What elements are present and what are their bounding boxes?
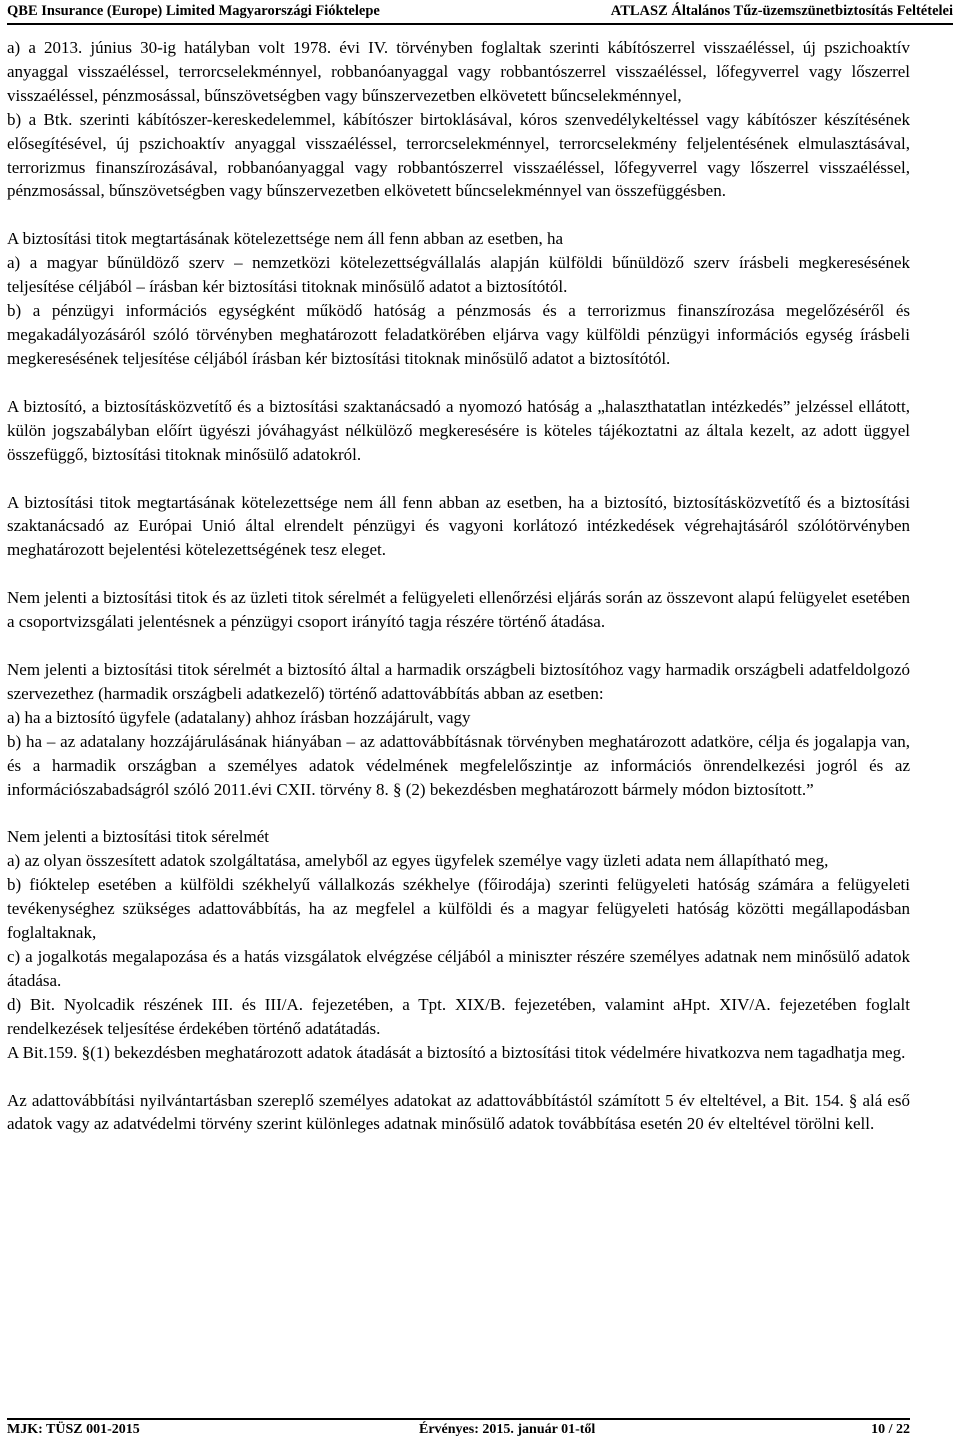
paragraph: Nem jelenti a biztosítási titok sérelmét: [7, 827, 270, 847]
footer-validity: Érvényes: 2015. január 01-től: [419, 1422, 596, 1437]
paragraph: a) a magyar bűnüldöző szerv – nemzetközi kötelezettségvállalás alapján külföldi bűnüldöző szerv írásbeli megkeresésének teljesítése céljából – írásban kér biztosítási titoknak minősülő adatot a biztosítótól.: [7, 253, 910, 297]
header-company: QBE Insurance (Europe) Limited Magyarországi Fióktelepe: [7, 2, 380, 19]
paragraph: b) a pénzügyi információs egységként működő hatóság a pénzmosás és a terrorizmus finanszírozása megelőzéséről és megakadályozásáról szóló törvényben meghatározott feladatkörében eljárva vagy külföldi pénzügyi információs egység írásbeli megkeresésének teljesítése céljából írásban kér biztosítási titoknak minősülő adatot a biztosítótól.: [7, 301, 910, 368]
paragraph: d) Bit. Nyolcadik részének III. és III/A. fejezetében, a Tpt. XIX/B. fejezetében, valamint aHpt. XIV/A. fejezetében foglalt rendelkezések teljesítése érdekében történő adatátadás.: [7, 994, 910, 1038]
header-divider: [7, 23, 953, 25]
footer-document-code: MJK: TÜSZ 001-2015: [7, 1422, 140, 1437]
paragraph: b) fióktelep esetében a külföldi székhelyű vállalkozás székhelye (főirodája) szerinti felügyeleti hatóság számára a felügyeleti tevékenységhez szükséges adattovábbítás, ha az megfelel a külföldi és a magyar felügyeleti hatóság közötti megállapodásban foglaltaknak,: [7, 875, 910, 943]
paragraph: b) ha – az adatalany hozzájárulásának hiányában – az adattovábbításnak törvényben meghatározott adatköre, célja és jogalapja van, és a harmadik országban a személyes adatok védelmének megfelelőszintje az információs önrendelkezési jogról és az információszabadságról szóló 2011.évi CXII. törvény 8. § (2) bekezdésben meghatározott bármely módon biztosított.”: [7, 731, 910, 799]
page-footer: [7, 1422, 910, 1440]
paragraph: A biztosítási titok megtartásának kötelezettsége nem áll fenn abban az esetben, ha: [7, 229, 564, 249]
page-header: [7, 0, 953, 22]
paragraph: A Bit.159. §(1) bekezdésben meghatározott adatok átadását a biztosító a biztosítási titok védelmére hivatkozva nem tagadhatja meg.: [7, 1042, 906, 1062]
paragraph: a) a 2013. június 30-ig hatályban volt 1978. évi IV. törvényben foglaltak szerinti kábítószerrel visszaéléssel, új pszichoaktív anyaggal visszaéléssel, terrorcselekménnyel, robbanóanyaggal vagy robbantószerrel visszaéléssel, lőfegyverrel vagy lőszerrel visszaéléssel, pénzmosással, bűnszövetségben vagy bűnszervezetben elkövetett bűncselekménnyel,: [7, 38, 910, 105]
header-document-title: ATLASZ Általános Tűz-üzemszünetbiztosítás Feltételei: [610, 2, 953, 19]
paragraph: a) az olyan összesített adatok szolgáltatása, amelyből az egyes ügyfelek személye vagy üzleti adata nem állapítható meg,: [7, 851, 829, 871]
paragraph: A biztosító, a biztosításközvetítő és a biztosítási szaktanácsadó a nyomozó hatóság a „halaszthatatlan intézkedés” jelzéssel ellátott, külön jogszabályban előírt ügyészi jóváhagyást nélkülöző megkeresésére is köteles tájékoztatni az általa kezelt, az adott üggyel összefüggő, biztosítási titoknak minősülő adatokról.: [7, 396, 910, 464]
paragraph: c) a jogalkotás megalapozása és a hatás vizsgálatok elvégzése céljából a miniszter részére személyes adatnak nem minősülő adatok átadása.: [7, 947, 910, 990]
paragraph: Nem jelenti a biztosítási titok és az üzleti titok sérelmét a felügyeleti ellenőrzési eljárás során az összevont alapú felügyelet esetében a csoportvizsgálati jelentésnek a pénzügyi csoport irányító tagja részére történő átadása.: [7, 588, 910, 632]
paragraph: b) a Btk. szerinti kábítószer-kereskedelemmel, kábítószer birtoklásával, kóros szenvedélykeltéssel vagy kábítószer készítésének elősegítésével, új pszichoaktív anyaggal visszaéléssel, terrorcselekménnyel, terrorcselekmény feljelentésének elmulasztásával, terrorizmus finanszírozásával, robbanóanyaggal vagy robbantószerrel visszaéléssel, lőfegyverrel vagy lőszerrel visszaéléssel, pénzmosással, bűnszövetségben vagy bűnszervezetben elkövetett bűncselekménnyel van összefüggésben.: [7, 109, 910, 201]
page-number: 10 / 22: [871, 1422, 910, 1437]
footer-divider: [7, 1418, 910, 1420]
paragraph: Nem jelenti a biztosítási titok sérelmét a biztosító által a harmadik országbeli biztosítóhoz vagy harmadik országbeli adatfeldolgozó szervezethez (harmadik országbeli adatkezelő) történő adattovábbítás abban az esetben:: [7, 660, 910, 703]
paragraph: a) ha a biztosító ügyfele (adatalany) ahhoz írásban hozzájárult, vagy: [7, 707, 471, 727]
paragraph: A biztosítási titok megtartásának kötelezettsége nem áll fenn abban az esetben, ha a biztosító, biztosításközvetítő és a biztosítási szaktanácsadó az Európai Unió által elrendelt pénzügyi és vagyoni korlátozó intézkedések végrehajtásáról szólótörvényben meghatározott bejelentési kötelezettségének tesz eleget.: [7, 492, 910, 560]
document-body: [7, 36, 910, 1136]
paragraph: Az adattovábbítási nyilvántartásban szereplő személyes adatokat az adattovábbítástól számított 5 év elteltével, a Bit. 154. § alá eső adatok vagy az adatvédelmi törvény szerint különleges adatnak minősülő adatok továbbítása esetén 20 év elteltével törölni kell.: [7, 1090, 910, 1134]
